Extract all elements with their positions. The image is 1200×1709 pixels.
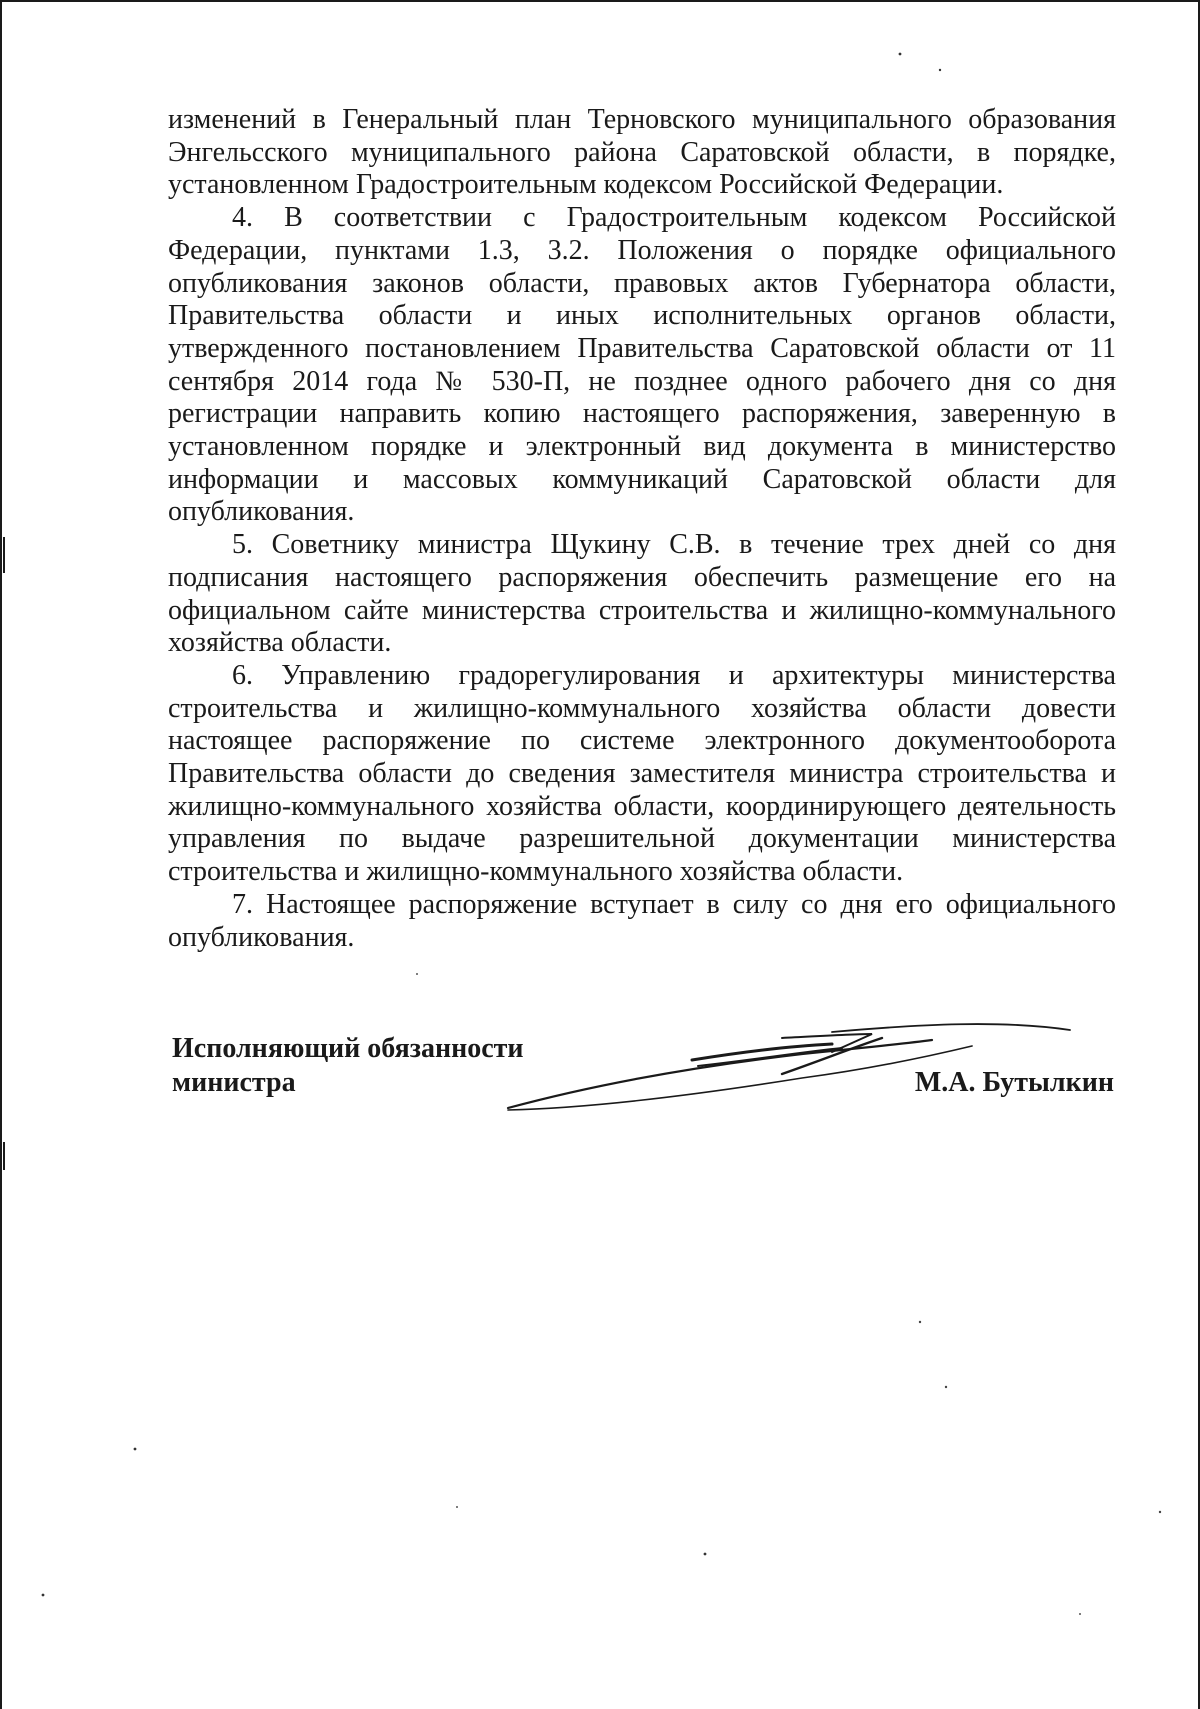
paragraph-item-6: 6. Управлению градорегулирования и архитектуры министерства строительства и жилищно-коммунального хозяйства области довести настоящее распоряжение по системе электронного документооборота Правительства области до сведения заместителя министра строительства и жилищно-коммунального хозяйства области, координирующего деятельность управления по выдаче разрешительной документации министерства строительства и жилищно-коммунального хозяйства области. — [168, 659, 1116, 888]
paragraph-item-5: 5. Советнику министра Щукину С.В. в течение трех дней со дня подписания настоящего распоряжения обеспечить размещение его на официальном сайте министерства строительства и жилищно-коммунального хозяйства области. — [168, 529, 1116, 659]
signatory-title-line-1: Исполняющий обязанности — [172, 1033, 524, 1064]
signatory-title-line-2: министра — [172, 1067, 296, 1098]
paragraph-item-4: 4. В соответствии с Градостроительным кодексом Российской Федерации, пунктами 1.3, 3.2. Положения о порядке официального опубликования законов области, правовых актов Губернатора области, Правительства области и иных исполнительных органов области, утвержденного постановлением Правительства Саратовской области от 11 сентября 2014 года № 530-П, не позднее одного рабочего дня со дня регистрации направить копию настоящего распоряжения, заверенную в установленном порядке и электронный вид документа в министерство информации и массовых коммуникаций Саратовской области для опубликования. — [168, 202, 1116, 528]
paragraph-continuation: изменений в Генеральный план Терновского муниципального образования Энгельсского муниципального района Саратовской области, в порядке, установленном Градостроительным кодексом Российской Федерации. — [168, 104, 1116, 201]
paragraph-item-7: 7. Настоящее распоряжение вступает в силу со дня его официального опубликования. — [168, 888, 1116, 953]
signatory-title — [172, 1032, 524, 1100]
signatory-name: М.А. Бутылкин — [914, 1067, 1114, 1098]
document-body — [168, 104, 1116, 954]
